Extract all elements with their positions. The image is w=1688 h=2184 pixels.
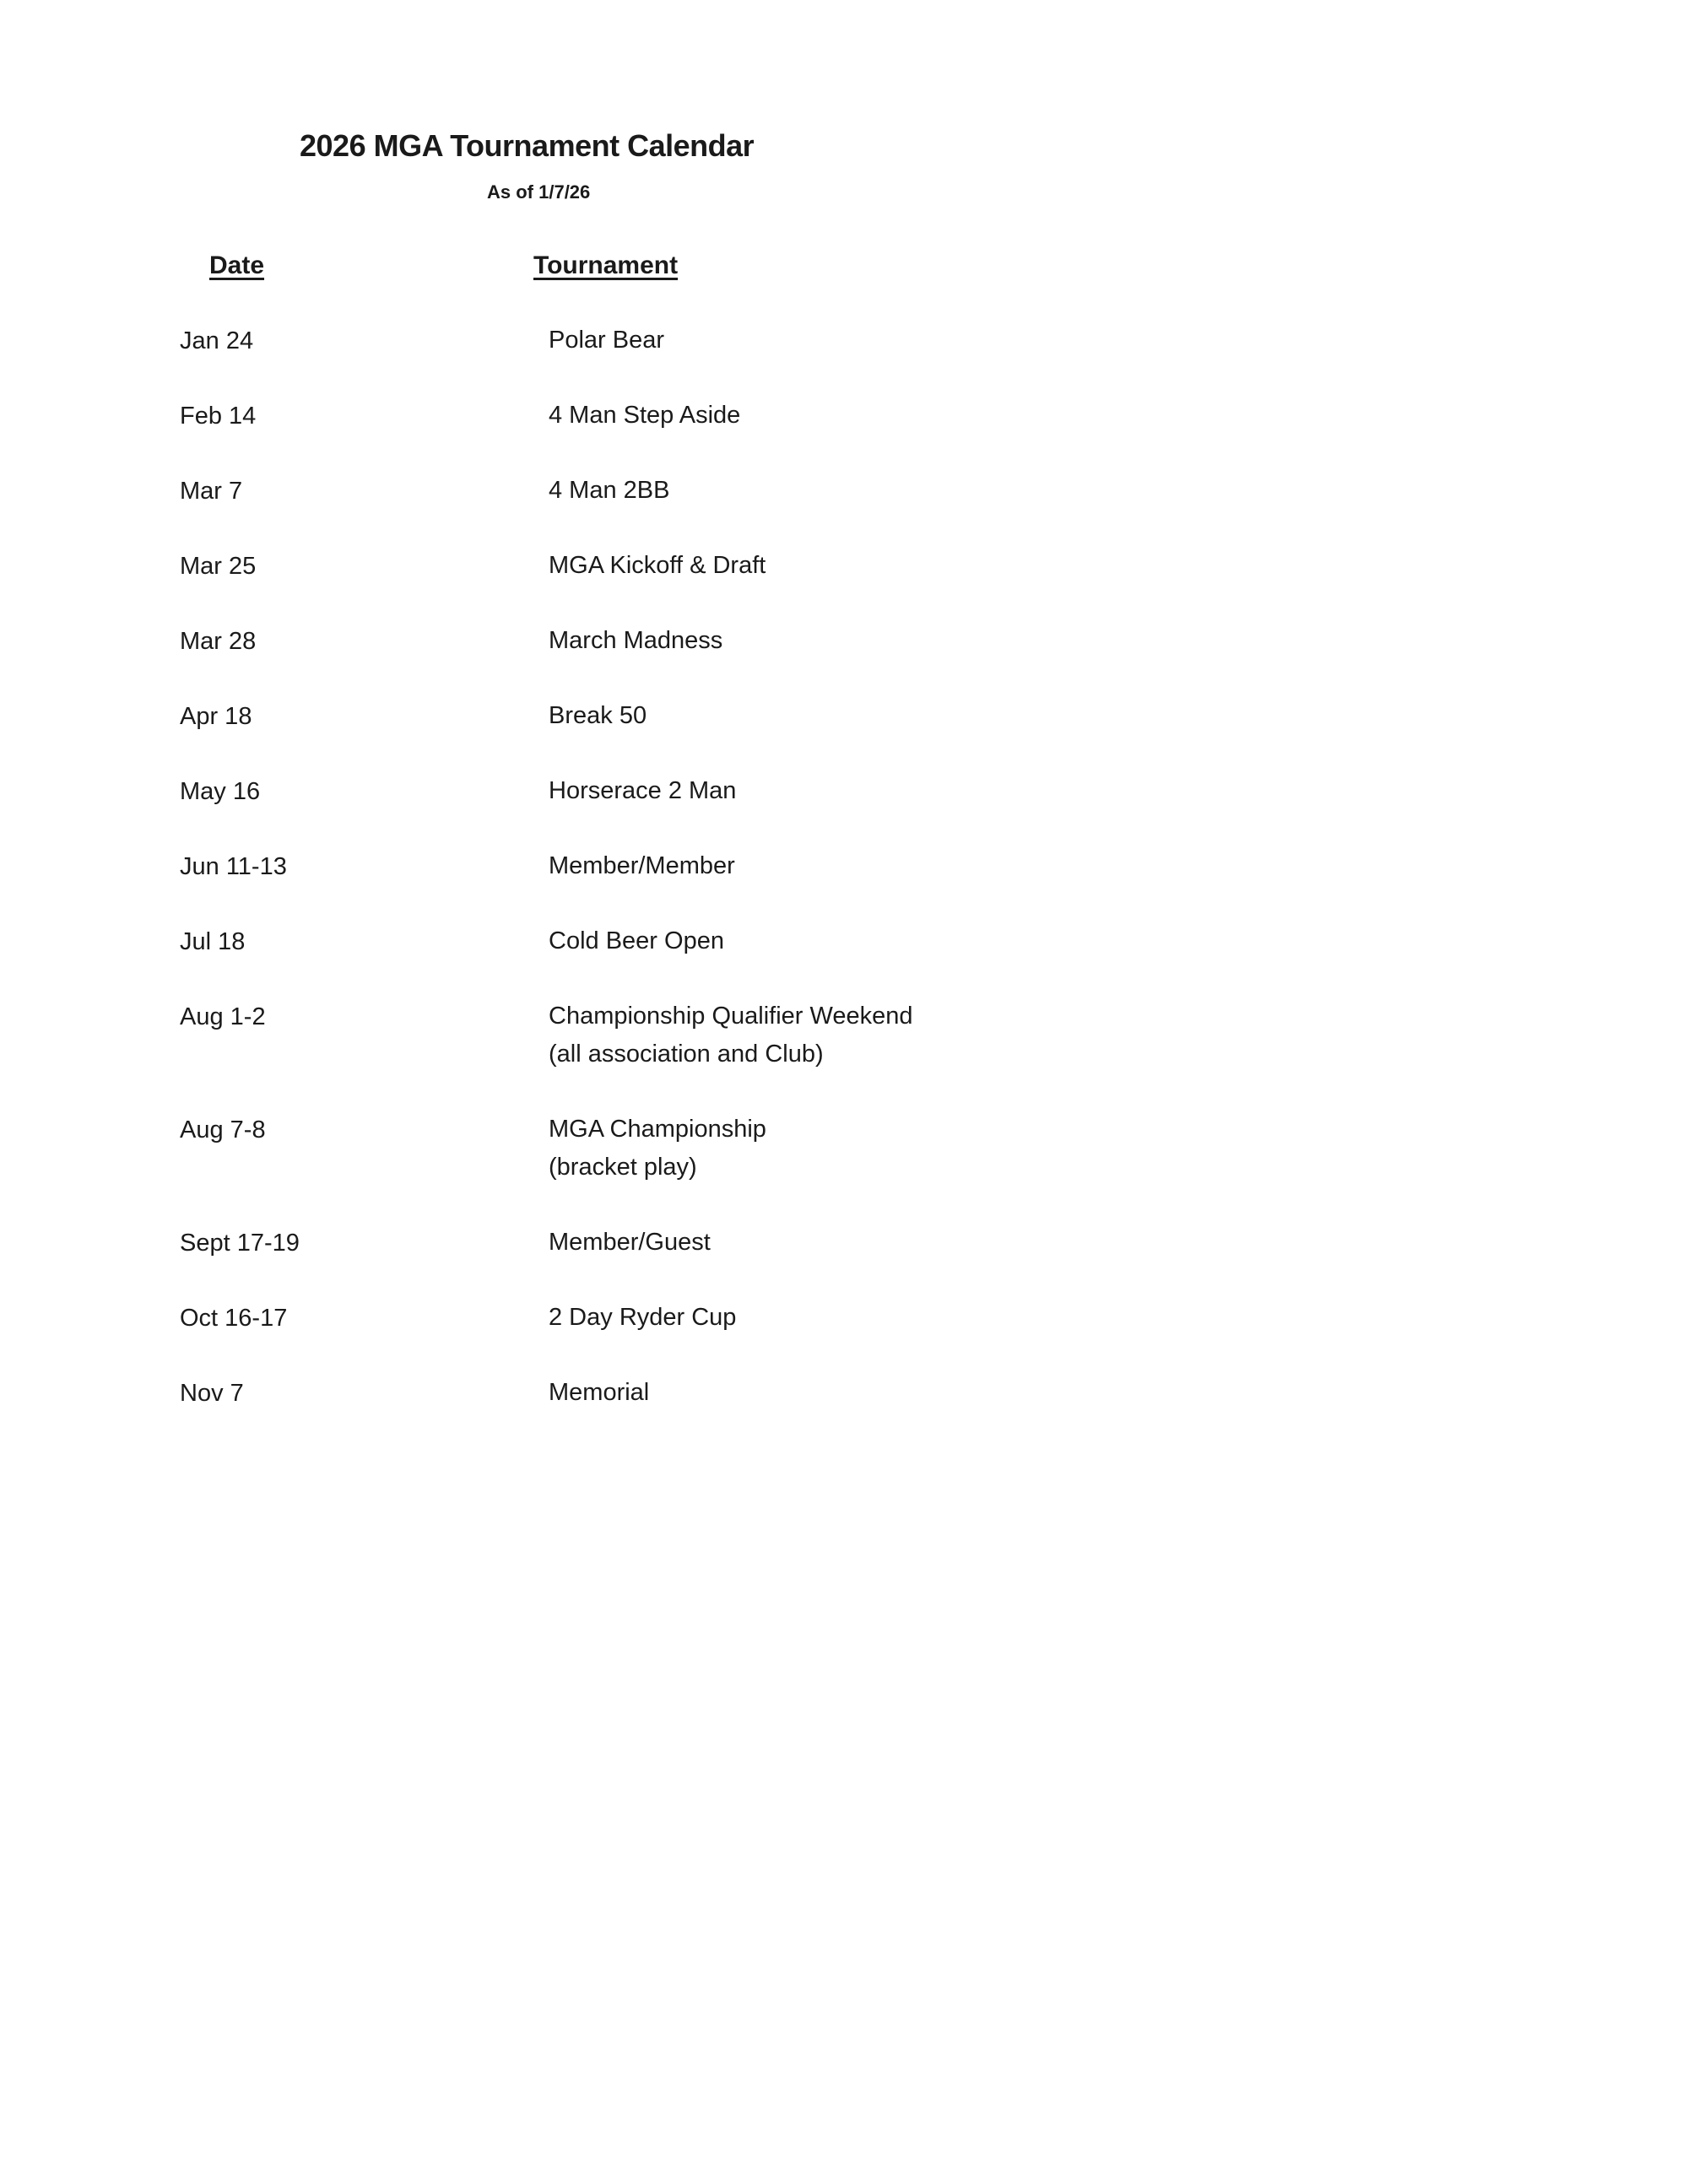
row-date: Jun 11-13 bbox=[180, 853, 287, 880]
row-tournament: Polar Bear bbox=[549, 327, 665, 354]
row-date: Mar 28 bbox=[180, 628, 257, 655]
row-tournament bbox=[549, 1111, 766, 1187]
row-date: Jul 18 bbox=[180, 928, 246, 955]
row-date: Aug 7-8 bbox=[180, 1116, 266, 1143]
page-title: 2026 MGA Tournament Calendar bbox=[300, 128, 755, 163]
row-date: Mar 25 bbox=[180, 553, 257, 580]
row-tournament: March Madness bbox=[549, 627, 723, 654]
column-header-tournament: Tournament bbox=[533, 251, 679, 279]
as-of-date: As of 1/7/26 bbox=[487, 181, 591, 203]
row-tournament: Cold Beer Open bbox=[549, 927, 724, 954]
row-date: Aug 1-2 bbox=[180, 1003, 266, 1030]
row-tournament: Break 50 bbox=[549, 702, 647, 729]
row-date: Nov 7 bbox=[180, 1380, 244, 1407]
row-tournament: Memorial bbox=[549, 1379, 650, 1406]
row-tournament bbox=[549, 997, 912, 1073]
row-tournament: Member/Guest bbox=[549, 1229, 711, 1256]
row-tournament-name: Championship Qualifier Weekend bbox=[549, 1003, 913, 1030]
row-tournament-note: (bracket play) bbox=[549, 1154, 697, 1181]
row-date: Jan 24 bbox=[180, 327, 254, 354]
row-tournament-name: MGA Championship bbox=[549, 1116, 766, 1143]
column-header-date: Date bbox=[209, 251, 265, 279]
row-date: Sept 17-19 bbox=[180, 1230, 300, 1257]
row-date: Oct 16-17 bbox=[180, 1305, 288, 1332]
row-tournament: 4 Man Step Aside bbox=[549, 402, 741, 429]
row-date: Mar 7 bbox=[180, 478, 243, 505]
row-tournament: 4 Man 2BB bbox=[549, 477, 670, 504]
row-date: May 16 bbox=[180, 778, 261, 805]
row-tournament: Horserace 2 Man bbox=[549, 777, 737, 804]
row-date: Apr 18 bbox=[180, 703, 252, 730]
row-tournament: MGA Kickoff & Draft bbox=[549, 552, 766, 579]
row-date: Feb 14 bbox=[180, 403, 257, 430]
row-tournament: Member/Member bbox=[549, 852, 735, 879]
row-tournament-note: (all association and Club) bbox=[549, 1041, 824, 1068]
row-tournament: 2 Day Ryder Cup bbox=[549, 1304, 737, 1331]
